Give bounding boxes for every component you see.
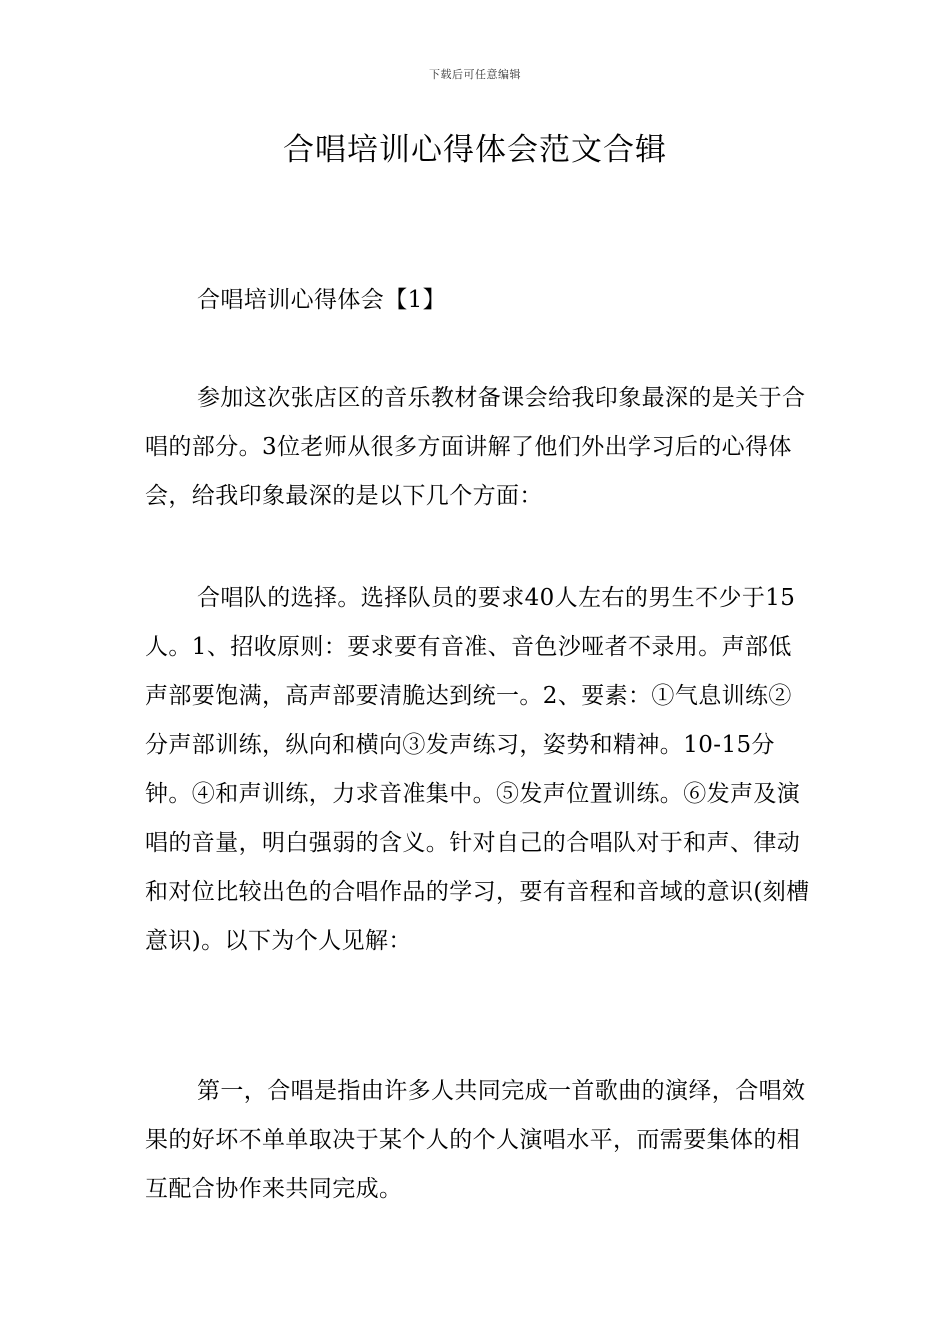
document-title: 合唱培训心得体会范文合辑	[283, 132, 667, 168]
paragraph: 第一，合唱是指由许多人共同完成一首歌曲的演绎，合唱效果的好坏不单单取决于某个人的个人演唱水平，而需要集体的相互配合协作来共同完成。	[145, 1078, 806, 1202]
paragraph: 合唱队的选择。选择队员的要求40人左右的男生不少于15人。1、招收原则：要求要有音准、音色沙哑者不录用。声部低声部要饱满，高声部要清脆达到统一。2、要素：①气息训练②分声部训练，纵向和横向③发声练习，姿势和精神。10-15分钟。④和声训练，力求音准集中。⑤发声位置训练。⑥发声及演唱的音量，明白强弱的含义。针对自己的合唱队对于和声、律动和对位比较出色的合唱作品的学习，要有音程和音域的意识(刻槽意识)。以下为个人见解：	[145, 585, 810, 954]
paragraph: 参加这次张店区的音乐教材备课会给我印象最深的是关于合唱的部分。3位老师从很多方面讲解了他们外出学习后的心得体会，给我印象最深的是以下几个方面：	[145, 385, 806, 509]
header-note: 下载后可任意编辑	[429, 68, 521, 81]
section-heading: 合唱培训心得体会【1】	[197, 287, 447, 313]
